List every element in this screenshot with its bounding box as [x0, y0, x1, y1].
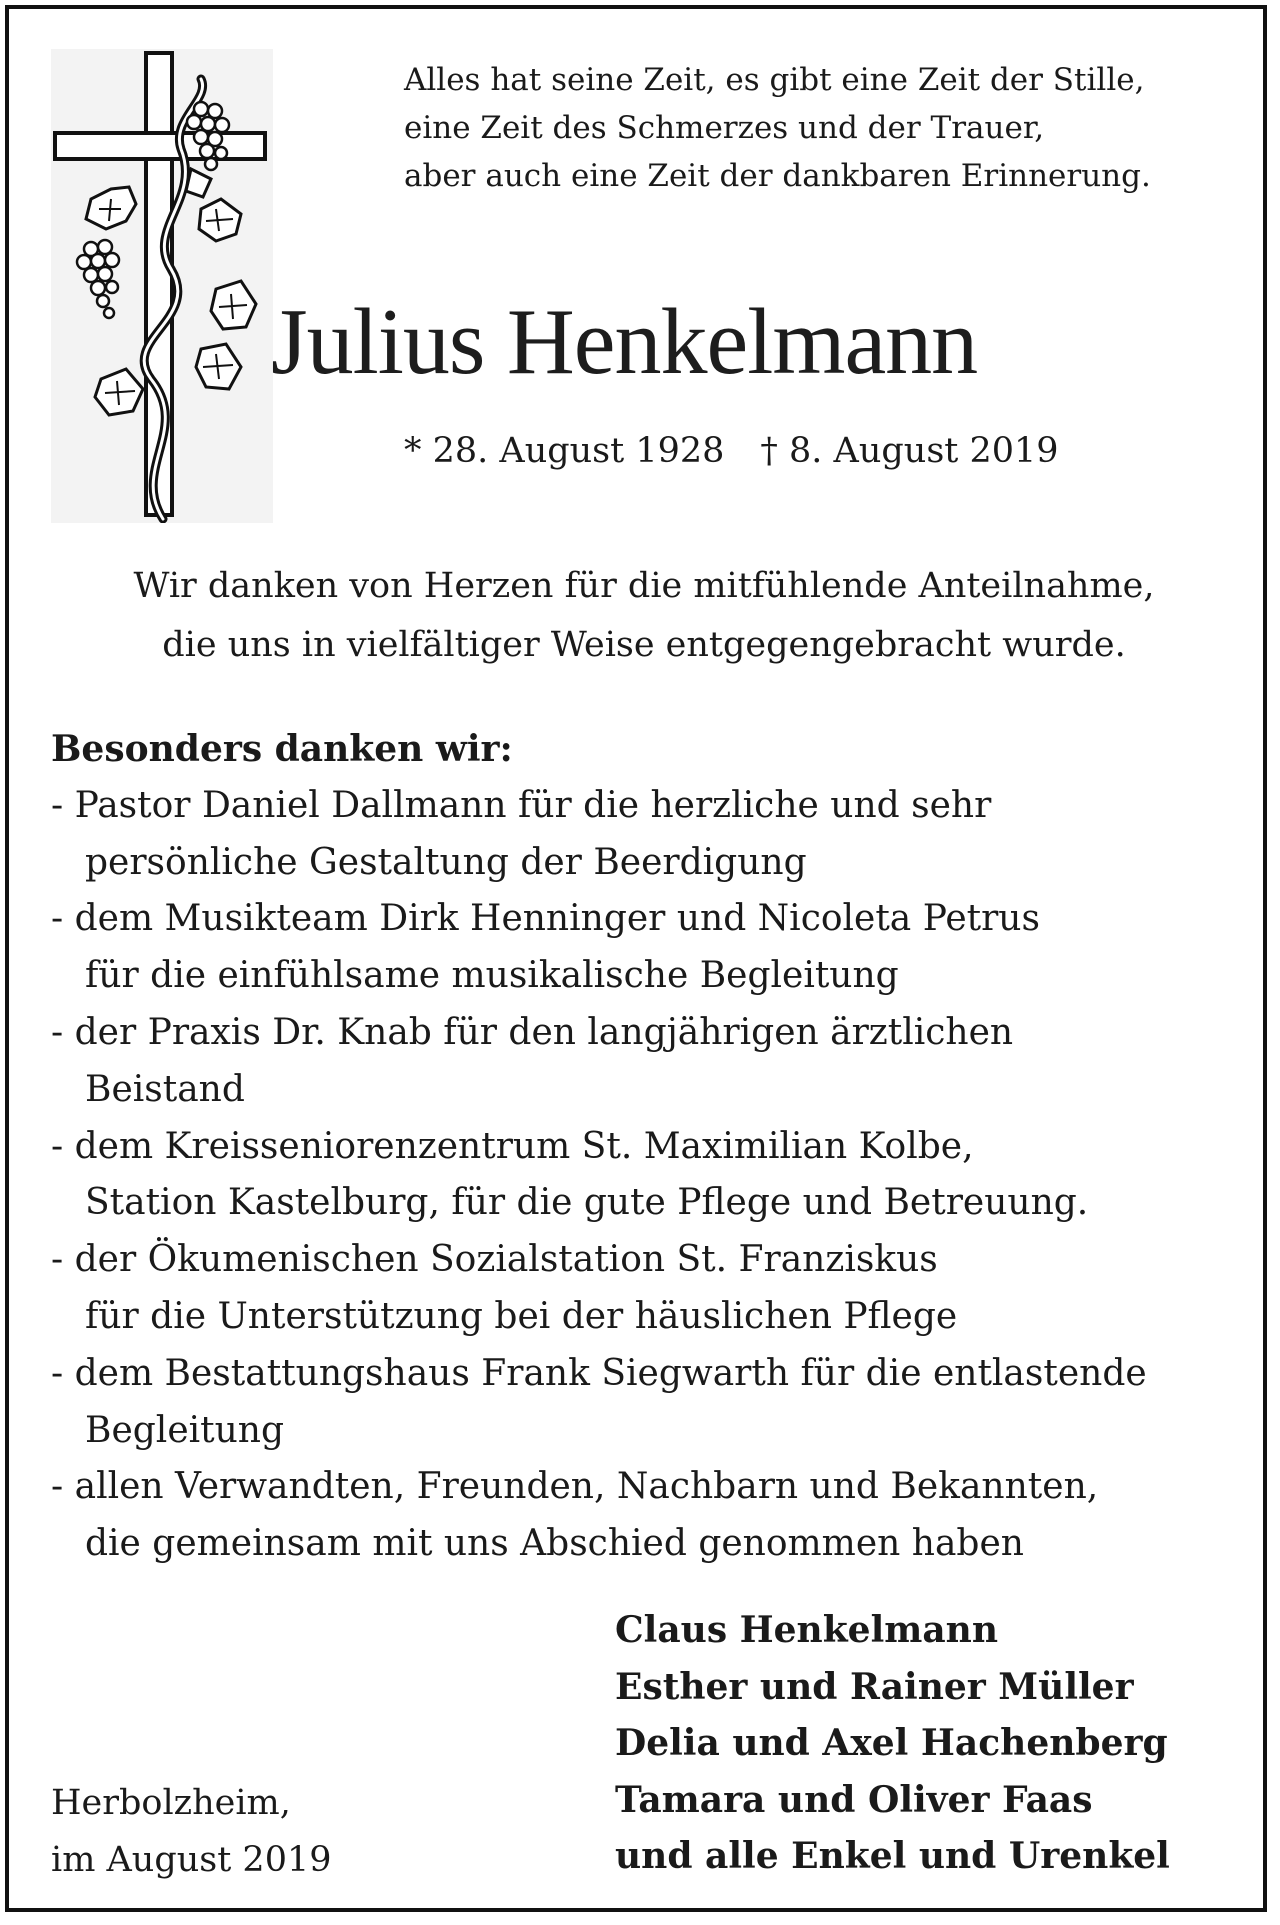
special-thanks-line: - der Praxis Dr. Knab für den langjährigen ärztlichen	[51, 1011, 1014, 1053]
thanks-line: die uns in vielfältiger Weise entgegengebracht wurde.	[162, 625, 1126, 665]
thanks-line: Wir danken von Herzen für die mitfühlende Anteilnahme,	[133, 566, 1155, 606]
death-date: † 8. August 2019	[760, 431, 1059, 471]
special-thanks-line: Station Kastelburg, für die gute Pflege und Betreuung.	[85, 1182, 1089, 1224]
signature-line: und alle Enkel und Urenkel	[615, 1835, 1170, 1877]
signature-line: Claus Henkelmann	[615, 1609, 999, 1651]
special-thanks-line: - dem Bestattungshaus Frank Siegwarth für die entlastende	[51, 1352, 1147, 1394]
special-thanks-line: - dem Musikteam Dirk Henninger und Nicoleta Petrus	[51, 898, 1040, 940]
place-and-date	[51, 1775, 451, 1889]
signature-line: Esther und Rainer Müller	[615, 1665, 1134, 1708]
special-thanks-line: - Pastor Daniel Dallmann für die herzliche und sehr	[51, 784, 992, 826]
special-thanks-line: für die einfühlsame musikalische Begleitung	[85, 955, 899, 997]
quote-line: eine Zeit des Schmerzes und der Trauer,	[404, 110, 1045, 146]
birth-date: * 28. August 1928	[404, 431, 725, 471]
signature-line: Delia und Axel Hachenberg	[615, 1722, 1168, 1764]
special-thanks-line: persönliche Gestaltung der Beerdigung	[85, 841, 807, 883]
obituary-frame	[5, 5, 1267, 1912]
mourners-signatures	[615, 1602, 1255, 1885]
cross-with-grapevine-icon	[51, 49, 273, 523]
special-thanks-line: für die Unterstützung bei der häuslichen Pflege	[85, 1295, 958, 1337]
memorial-quote	[404, 56, 1234, 200]
special-thanks-line: Begleitung	[85, 1409, 285, 1451]
signature-line: Tamara und Oliver Faas	[615, 1778, 1093, 1821]
general-thanks	[29, 557, 1259, 675]
quote-line: aber auch eine Zeit der dankbaren Erinnerung.	[404, 158, 1151, 194]
special-thanks-line: - dem Kreisseniorenzentrum St. Maximilian Kolbe,	[51, 1125, 974, 1167]
special-thanks-line: - allen Verwandten, Freunden, Nachbarn und Bekannten,	[51, 1466, 1099, 1508]
special-thanks	[51, 721, 1251, 1573]
date-line: im August 2019	[51, 1840, 332, 1880]
special-thanks-line: - der Ökumenischen Sozialstation St. Franziskus	[51, 1239, 938, 1281]
life-dates	[404, 421, 1124, 481]
special-thanks-line: die gemeinsam mit uns Abschied genommen haben	[85, 1523, 1024, 1565]
special-thanks-line: Beistand	[85, 1068, 245, 1110]
special-thanks-heading: Besonders danken wir:	[51, 728, 513, 770]
deceased-name: Julius Henkelmann	[271, 290, 978, 394]
quote-line: Alles hat seine Zeit, es gibt eine Zeit der Stille,	[404, 62, 1145, 98]
place-line: Herbolzheim,	[51, 1783, 291, 1823]
